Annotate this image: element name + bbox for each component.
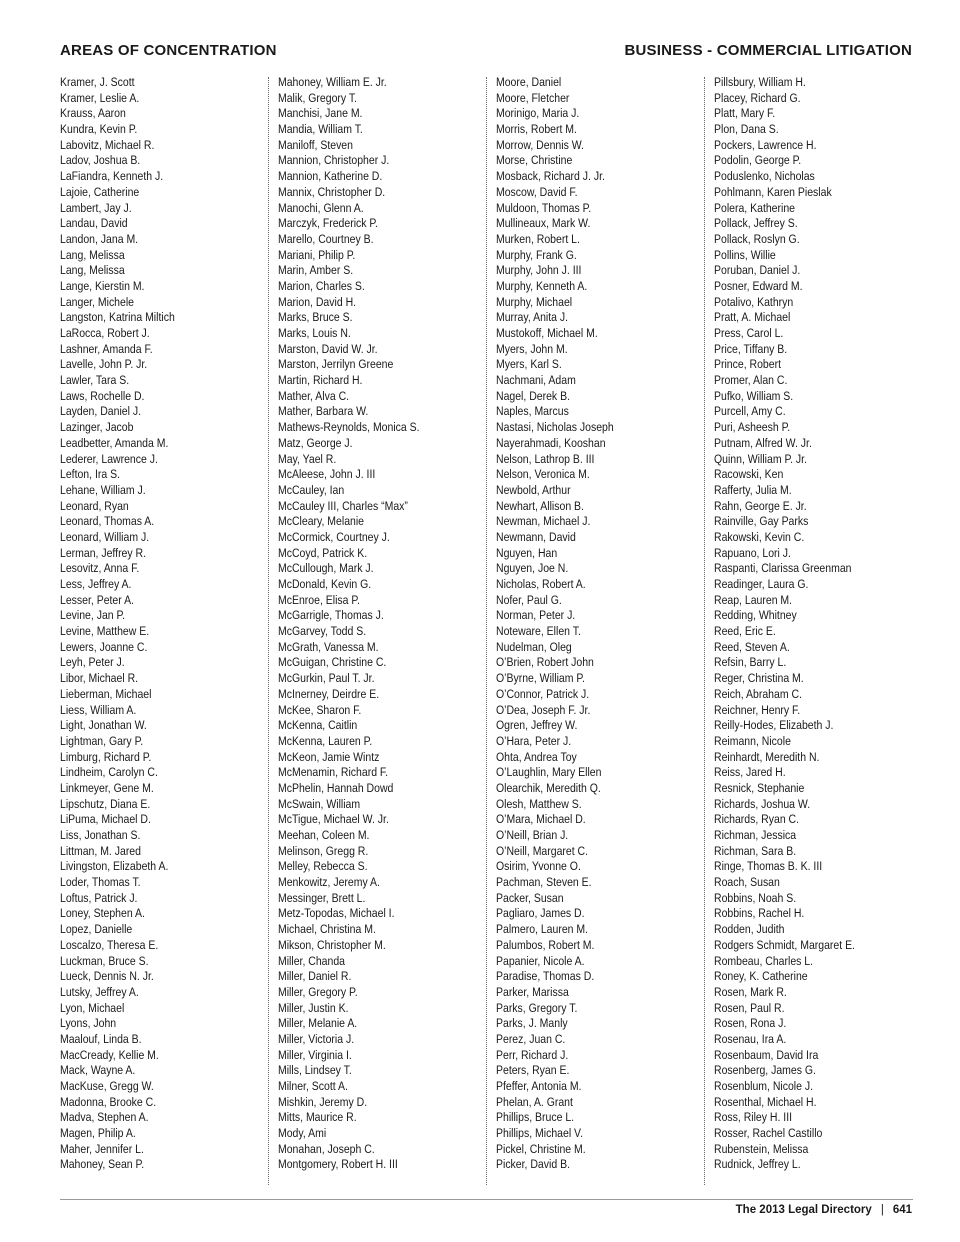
directory-entry: Mahoney, Sean P. [60, 1157, 145, 1172]
directory-entry: Placey, Richard G. [714, 90, 801, 105]
directory-entry: Packer, Susan [496, 890, 564, 905]
directory-entry: Labovitz, Michael R. [60, 137, 155, 152]
directory-entry: Puri, Asheesh P. [714, 420, 791, 435]
directory-entry: McKenna, Lauren P. [278, 733, 373, 748]
directory-entry: Meehan, Coleen M. [278, 828, 370, 842]
directory-entry: McEnroe, Elisa P. [278, 592, 360, 607]
directory-entry: O’Brien, Robert John [496, 655, 594, 670]
directory-entry: Mannion, Katherine D. [278, 169, 383, 184]
directory-entry: Nelson, Lathrop B. III [496, 451, 595, 466]
directory-entry: Rainville, Gay Parks [714, 514, 809, 529]
directory-entry: Podolin, George P. [714, 153, 802, 168]
directory-entry: Platt, Mary F. [714, 106, 776, 121]
directory-entry: Reichner, Henry F. [714, 702, 801, 717]
directory-entry: Parker, Marissa [496, 984, 569, 999]
directory-entry: Mitts, Maurice R. [278, 1110, 357, 1125]
directory-entry: Mandia, William T. [278, 122, 363, 137]
directory-entry: McGrath, Vanessa M. [278, 639, 379, 654]
directory-entry: McKenna, Caitlin [278, 718, 358, 733]
directory-entry: Langston, Katrina Miltich [60, 310, 175, 325]
directory-entry: O’Neill, Margaret C. [496, 843, 589, 858]
footer-separator: | [880, 1204, 884, 1216]
directory-entry: Lehane, William J. [60, 482, 146, 497]
directory-entry: Pohlmann, Karen Pieslak [714, 184, 832, 199]
directory-entry: LaRocca, Robert J. [60, 326, 150, 340]
directory-entry: Lindheim, Carolyn C. [60, 765, 158, 780]
directory-entry: Nayerahmadi, Kooshan [496, 435, 606, 450]
directory-entry: Mariani, Philip P. [278, 247, 356, 262]
directory-entry: Maher, Jennifer L. [60, 1141, 144, 1156]
directory-entry: Krauss, Aaron [60, 106, 126, 121]
directory-entry: Rombeau, Charles L. [714, 953, 814, 968]
directory-entry: Marks, Louis N. [278, 326, 351, 340]
directory-entry: Nelson, Veronica M. [496, 467, 590, 482]
directory-entry: McKee, Sharon F. [278, 702, 362, 717]
directory-entry: Murphy, Michael [496, 294, 573, 309]
directory-entry: O’Mara, Michael D. [496, 812, 586, 827]
directory-entry: Marston, David W. Jr. [278, 341, 378, 356]
directory-entry: Landau, David [60, 216, 128, 231]
directory-entry: Loney, Stephen A. [60, 906, 145, 921]
directory-entry: Parks, J. Manly [496, 1016, 568, 1031]
directory-entry: Pollack, Jeffrey S. [714, 216, 798, 231]
directory-entry: Lawler, Tara S. [60, 373, 130, 388]
directory-entry: Marczyk, Frederick P. [278, 216, 378, 231]
directory-entry: Lightman, Gary P. [60, 733, 144, 748]
directory-entry: MacCready, Kellie M. [60, 1047, 159, 1062]
directory-entry: Murray, Anita J. [496, 310, 569, 325]
directory-entry: Langer, Michele [60, 294, 135, 309]
directory-entry: Mannion, Christopher J. [278, 153, 390, 168]
directory-entry: Miller, Victoria J. [278, 1031, 355, 1046]
directory-entry: Readinger, Laura G. [714, 577, 809, 591]
directory-entry: Lyon, Michael [60, 1000, 125, 1015]
directory-entry: Promer, Alan C. [714, 373, 788, 388]
directory-entry: Luckman, Bruce S. [60, 953, 149, 968]
directory-entry: McCleary, Melanie [278, 514, 365, 529]
directory-entry: Reilly-Hodes, Elizabeth J. [714, 718, 834, 733]
directory-entry: Lazinger, Jacob [60, 420, 134, 435]
directory-entry: O’Laughlin, Mary Ellen [496, 765, 602, 780]
directory-entry: Messinger, Brett L. [278, 890, 366, 905]
directory-entry: Mishkin, Jeremy D. [278, 1094, 368, 1109]
directory-entry: Richman, Sara B. [714, 843, 797, 858]
directory-entry: Leyh, Peter J. [60, 655, 125, 670]
directory-entry: Murken, Robert L. [496, 231, 580, 246]
directory-entry: Rakowski, Kevin C. [714, 529, 805, 544]
directory-entry: McGuigan, Christine C. [278, 655, 387, 670]
directory-entry: Lesovitz, Anna F. [60, 561, 140, 576]
directory-entry: Roney, K. Catherine [714, 969, 808, 984]
directory-entry: Manochi, Glenn A. [278, 200, 364, 215]
directory-entry: McDonald, Kevin G. [278, 577, 372, 591]
directory-entry: Rapuano, Lori J. [714, 545, 791, 560]
directory-entry: Murphy, Kenneth A. [496, 278, 588, 293]
directory-entry: Nastasi, Nicholas Joseph [496, 420, 614, 435]
directory-entry: O’Byrne, William P. [496, 671, 585, 686]
directory-entry: Libor, Michael R. [60, 671, 139, 686]
name-column-3 [496, 75, 696, 1173]
directory-entry: Prince, Robert [714, 357, 781, 372]
directory-entry: Milner, Scott A. [278, 1079, 348, 1093]
directory-entry: Murphy, John J. III [496, 263, 582, 278]
directory-entry: Perez, Juan C. [496, 1031, 566, 1046]
directory-entry: MacKuse, Gregg W. [60, 1079, 154, 1093]
directory-entry: Malik, Gregory T. [278, 90, 358, 105]
directory-entry: Nagel, Derek B. [496, 388, 570, 403]
directory-entry: Mathews-Reynolds, Monica S. [278, 420, 420, 435]
directory-entry: Magen, Philip A. [60, 1126, 136, 1141]
directory-entry: Pockers, Lawrence H. [714, 137, 817, 152]
directory-entry: Lesser, Peter A. [60, 592, 135, 607]
directory-entry: Olearchik, Meredith Q. [496, 780, 601, 795]
directory-entry: McCauley III, Charles “Max” [278, 498, 408, 513]
directory-entry: Kundra, Kevin P. [60, 122, 138, 137]
directory-entry: Miller, Chanda [278, 953, 345, 968]
directory-entry: McCormick, Courtney J. [278, 529, 390, 544]
directory-entry: Phillips, Bruce L. [496, 1110, 575, 1125]
directory-entry: Laws, Rochelle D. [60, 388, 145, 403]
directory-entry: Lewers, Joanne C. [60, 639, 148, 654]
directory-entry: Lieberman, Michael [60, 686, 152, 701]
directory-entry: Pollins, Willie [714, 247, 776, 262]
directory-entry: Pufko, William S. [714, 388, 794, 403]
directory-entry: Light, Jonathan W. [60, 718, 147, 733]
directory-entry: Montgomery, Robert H. III [278, 1157, 398, 1172]
directory-entry: Reinhardt, Meredith N. [714, 749, 820, 764]
directory-entry: Leonard, Ryan [60, 498, 129, 513]
directory-entry: Lang, Melissa [60, 263, 125, 278]
name-column-4 [714, 75, 914, 1173]
directory-entry: Newhart, Allison B. [496, 498, 584, 513]
directory-entry: McGarvey, Todd S. [278, 624, 367, 639]
name-column-2 [278, 75, 478, 1173]
directory-entry: Murphy, Frank G. [496, 247, 577, 262]
section-title: AREAS OF CONCENTRATION [60, 42, 277, 59]
directory-entry: Resnick, Stephanie [714, 780, 805, 795]
directory-entry: Ross, Riley H. III [714, 1110, 793, 1125]
directory-entry: Liss, Jonathan S. [60, 828, 141, 842]
directory-entry: McPhelin, Hannah Dowd [278, 780, 394, 795]
directory-entry: Nguyen, Han [496, 545, 558, 560]
directory-entry: Lang, Melissa [60, 247, 125, 262]
directory-entry: Naples, Marcus [496, 404, 569, 419]
directory-entry: Ogren, Jeffrey W. [496, 718, 578, 733]
directory-entry: Lederer, Lawrence J. [60, 451, 158, 466]
directory-entry: Melley, Rebecca S. [278, 859, 368, 874]
directory-entry: Rahn, George E. Jr. [714, 498, 807, 513]
directory-entry: Rosen, Mark R. [714, 984, 787, 999]
directory-entry: Miller, Gregory P. [278, 984, 358, 999]
directory-entry: Lefton, Ira S. [60, 467, 121, 482]
directory-entry: Pachman, Steven E. [496, 875, 592, 890]
directory-entry: Newbold, Arthur [496, 482, 571, 497]
directory-entry: Madva, Stephen A. [60, 1110, 149, 1125]
directory-entry: Perr, Richard J. [496, 1047, 569, 1062]
directory-entry: Ringe, Thomas B. K. III [714, 859, 823, 874]
directory-entry: Pickel, Christine M. [496, 1141, 586, 1156]
directory-entry: Mack, Wayne A. [60, 1063, 136, 1078]
directory-entry: Nicholas, Robert A. [496, 577, 586, 591]
directory-entry: McMenamin, Richard F. [278, 765, 389, 780]
directory-entry: Morrow, Dennis W. [496, 137, 584, 152]
directory-entry: Littman, M. Jared [60, 843, 141, 858]
directory-entry: Robbins, Rachel H. [714, 906, 805, 921]
directory-entry: O’Hara, Peter J. [496, 733, 572, 748]
directory-entry: Lueck, Dennis N. Jr. [60, 969, 154, 984]
directory-entry: Nudelman, Oleg [496, 639, 572, 654]
directory-entry: LaFiandra, Kenneth J. [60, 169, 164, 184]
directory-entry: Madonna, Brooke C. [60, 1094, 157, 1109]
directory-entry: Potalivo, Kathryn [714, 294, 794, 309]
directory-entry: Mannix, Christopher D. [278, 184, 386, 199]
directory-entry: Miller, Justin K. [278, 1000, 349, 1015]
directory-entry: Refsin, Barry L. [714, 655, 787, 670]
directory-entry: Matz, George J. [278, 435, 353, 450]
directory-entry: McCullough, Mark J. [278, 561, 374, 576]
footer-rule [60, 1199, 913, 1200]
directory-entry: Leadbetter, Amanda M. [60, 435, 169, 450]
directory-entry: Palumbos, Robert M. [496, 937, 595, 952]
directory-entry: Loftus, Patrick J. [60, 890, 138, 905]
directory-entry: Landon, Jana M. [60, 231, 139, 246]
directory-entry: Monahan, Joseph C. [278, 1141, 375, 1156]
directory-entry: Muldoon, Thomas P. [496, 200, 592, 215]
directory-entry: Poduslenko, Nicholas [714, 169, 815, 184]
directory-entry: Reger, Christina M. [714, 671, 804, 686]
directory-entry: Rosen, Rona J. [714, 1016, 787, 1031]
directory-entry: Rosenbaum, David Ira [714, 1047, 819, 1062]
directory-entry: Rosser, Rachel Castillo [714, 1126, 823, 1141]
directory-entry: Parks, Gregory T. [496, 1000, 578, 1015]
publication-title: The 2013 Legal Directory [735, 1204, 872, 1216]
directory-entry: Rodden, Judith [714, 922, 785, 937]
column-divider [486, 77, 487, 1185]
directory-entry: McGurkin, Paul T. Jr. [278, 671, 375, 686]
directory-entry: Phelan, A. Grant [496, 1094, 573, 1109]
directory-entry: Rosen, Paul R. [714, 1000, 785, 1015]
directory-entry: Nachmani, Adam [496, 373, 576, 388]
directory-entry: McGarrigle, Thomas J. [278, 608, 384, 623]
directory-entry: Loder, Thomas T. [60, 875, 141, 890]
directory-entry: Rosenblum, Nicole J. [714, 1079, 814, 1093]
column-divider [704, 77, 705, 1185]
directory-entry: Martin, Richard H. [278, 373, 363, 388]
directory-columns [60, 75, 920, 1175]
directory-entry: Reich, Abraham C. [714, 686, 802, 701]
page-header [60, 42, 912, 64]
directory-entry: Pollack, Roslyn G. [714, 231, 800, 246]
directory-entry: Redding, Whitney [714, 608, 797, 623]
directory-entry: Mody, Ami [278, 1126, 327, 1141]
directory-entry: Richman, Jessica [714, 828, 797, 842]
directory-entry: Leonard, William J. [60, 529, 150, 544]
directory-entry: Marin, Amber S. [278, 263, 354, 278]
directory-entry: Reed, Steven A. [714, 639, 790, 654]
directory-entry: Mather, Barbara W. [278, 404, 369, 419]
page-footer [736, 1204, 912, 1216]
directory-entry: Pfeffer, Antonia M. [496, 1079, 582, 1093]
directory-entry: Lajoie, Catherine [60, 184, 140, 199]
directory-entry: Mather, Alva C. [278, 388, 350, 403]
directory-entry: Poruban, Daniel J. [714, 263, 801, 278]
directory-entry: Melinson, Gregg R. [278, 843, 369, 858]
directory-entry: Purcell, Amy C. [714, 404, 786, 419]
directory-entry: Ohta, Andrea Toy [496, 749, 577, 764]
directory-entry: McAleese, John J. III [278, 467, 376, 482]
column-divider [268, 77, 269, 1185]
directory-entry: Price, Tiffany B. [714, 341, 788, 356]
directory-entry: Lutsky, Jeffrey A. [60, 984, 139, 999]
directory-entry: Reed, Eric E. [714, 624, 776, 639]
directory-entry: Polera, Katherine [714, 200, 796, 215]
directory-entry: Racowski, Ken [714, 467, 784, 482]
directory-entry: Kramer, J. Scott [60, 75, 135, 89]
directory-entry: Levine, Jan P. [60, 608, 126, 623]
directory-entry: McCoyd, Patrick K. [278, 545, 368, 560]
directory-entry: Peters, Ryan E. [496, 1063, 570, 1078]
directory-entry: LiPuma, Michael D. [60, 812, 151, 827]
directory-entry: McSwain, William [278, 796, 361, 811]
directory-entry: Marion, Charles S. [278, 278, 365, 293]
directory-entry: Quinn, William P. Jr. [714, 451, 808, 466]
directory-entry: Mahoney, William E. Jr. [278, 75, 387, 89]
directory-entry: Levine, Matthew E. [60, 624, 150, 639]
directory-entry: Press, Carol L. [714, 326, 784, 340]
directory-entry: Moscow, David F. [496, 184, 578, 199]
directory-entry: Liess, William A. [60, 702, 137, 717]
directory-entry: Posner, Edward M. [714, 278, 803, 293]
directory-entry: Raspanti, Clarissa Greenman [714, 561, 852, 576]
directory-entry: Marks, Bruce S. [278, 310, 353, 325]
directory-entry: Pratt, A. Michael [714, 310, 791, 325]
directory-entry: Paradise, Thomas D. [496, 969, 595, 984]
directory-entry: Reimann, Nicole [714, 733, 791, 748]
directory-entry: Robbins, Noah S. [714, 890, 797, 905]
directory-entry: Palmero, Lauren M. [496, 922, 589, 937]
directory-entry: Layden, Daniel J. [60, 404, 142, 419]
directory-entry: Osirim, Yvonne O. [496, 859, 581, 874]
directory-entry: McKeon, Jamie Wintz [278, 749, 380, 764]
directory-entry: Richards, Joshua W. [714, 796, 811, 811]
directory-entry: McTigue, Michael W. Jr. [278, 812, 389, 827]
directory-entry: Manchisi, Jane M. [278, 106, 363, 121]
directory-entry: Marion, David H. [278, 294, 357, 309]
directory-entry: Mosback, Richard J. Jr. [496, 169, 605, 184]
directory-entry: Reiss, Jared H. [714, 765, 786, 780]
directory-entry: Lyons, John [60, 1016, 117, 1031]
directory-entry: Noteware, Ellen T. [496, 624, 581, 639]
directory-entry: Ladov, Joshua B. [60, 153, 141, 168]
directory-entry: Mikson, Christopher M. [278, 937, 386, 952]
directory-entry: Moore, Fletcher [496, 90, 570, 105]
directory-entry: Miller, Virginia I. [278, 1047, 352, 1062]
directory-entry: Norman, Peter J. [496, 608, 576, 623]
directory-entry: O’Dea, Joseph F. Jr. [496, 702, 591, 717]
directory-entry: Picker, David B. [496, 1157, 570, 1172]
directory-entry: Nguyen, Joe N. [496, 561, 569, 576]
directory-entry: Myers, John M. [496, 341, 568, 356]
directory-entry: Rudnick, Jeffrey L. [714, 1157, 801, 1172]
directory-entry: Maniloff, Steven [278, 137, 353, 152]
directory-entry: May, Yael R. [278, 451, 337, 466]
directory-entry: Lange, Kierstin M. [60, 278, 145, 293]
directory-entry: Linkmeyer, Gene M. [60, 780, 154, 795]
directory-entry: Lashner, Amanda F. [60, 341, 153, 356]
directory-entry: Phillips, Michael V. [496, 1126, 584, 1141]
directory-entry: Leonard, Thomas A. [60, 514, 155, 529]
directory-entry: Newmann, David [496, 529, 576, 544]
directory-entry: Moore, Daniel [496, 75, 562, 89]
directory-entry: Rosenberg, James G. [714, 1063, 816, 1078]
directory-entry: Marston, Jerrilyn Greene [278, 357, 394, 372]
directory-entry: Rosenthal, Michael H. [714, 1094, 817, 1109]
directory-entry: Rubenstein, Melissa [714, 1141, 809, 1156]
directory-entry: Lerman, Jeffrey R. [60, 545, 147, 560]
directory-entry: Papanier, Nicole A. [496, 953, 585, 968]
directory-entry: Loscalzo, Theresa E. [60, 937, 159, 952]
directory-entry: Newman, Michael J. [496, 514, 591, 529]
directory-entry: Mullineaux, Mark W. [496, 216, 591, 231]
directory-entry: Morinigo, Maria J. [496, 106, 580, 121]
directory-entry: Richards, Ryan C. [714, 812, 800, 827]
directory-entry: Nofer, Paul G. [496, 592, 562, 607]
directory-entry: Lipschutz, Diana E. [60, 796, 151, 811]
directory-entry: Livingston, Elizabeth A. [60, 859, 169, 874]
directory-entry: Lambert, Jay J. [60, 200, 132, 215]
directory-entry: Rodgers Schmidt, Margaret E. [714, 937, 855, 952]
directory-entry: Roach, Susan [714, 875, 780, 890]
directory-entry: Lopez, Danielle [60, 922, 133, 937]
directory-entry: O’Neill, Brian J. [496, 828, 569, 842]
directory-entry: Menkowitz, Jeremy A. [278, 875, 380, 890]
directory-entry: Marello, Courtney B. [278, 231, 374, 246]
directory-entry: Morse, Christine [496, 153, 573, 168]
category-title: BUSINESS - COMMERCIAL LITIGATION [624, 42, 912, 59]
directory-entry: Reap, Lauren M. [714, 592, 793, 607]
directory-entry: Pillsbury, William H. [714, 75, 806, 89]
directory-entry: McCauley, Ian [278, 482, 345, 497]
directory-entry: O’Connor, Patrick J. [496, 686, 590, 701]
directory-entry: Kramer, Leslie A. [60, 90, 140, 105]
directory-entry: Michael, Christina M. [278, 922, 376, 937]
directory-entry: Rafferty, Julia M. [714, 482, 792, 497]
directory-entry: Putnam, Alfred W. Jr. [714, 435, 812, 450]
directory-entry: McInerney, Deirdre E. [278, 686, 380, 701]
directory-entry: Lavelle, John P. Jr. [60, 357, 148, 372]
directory-entry: Plon, Dana S. [714, 122, 779, 137]
directory-entry: Less, Jeffrey A. [60, 577, 132, 591]
directory-entry: Morris, Robert M. [496, 122, 577, 137]
directory-entry: Pagliaro, James D. [496, 906, 585, 921]
directory-entry: Rosenau, Ira A. [714, 1031, 787, 1046]
name-column-1 [60, 75, 260, 1173]
page-number: 641 [892, 1204, 912, 1216]
directory-entry: Myers, Karl S. [496, 357, 562, 372]
directory-entry: Miller, Melanie A. [278, 1016, 358, 1031]
directory-entry: Olesh, Matthew S. [496, 796, 582, 811]
directory-entry: Metz-Topodas, Michael I. [278, 906, 395, 921]
directory-entry: Maalouf, Linda B. [60, 1031, 142, 1046]
directory-entry: Mustokoff, Michael M. [496, 326, 598, 340]
directory-entry: Mills, Lindsey T. [278, 1063, 352, 1078]
directory-entry: Limburg, Richard P. [60, 749, 152, 764]
directory-entry: Miller, Daniel R. [278, 969, 352, 984]
